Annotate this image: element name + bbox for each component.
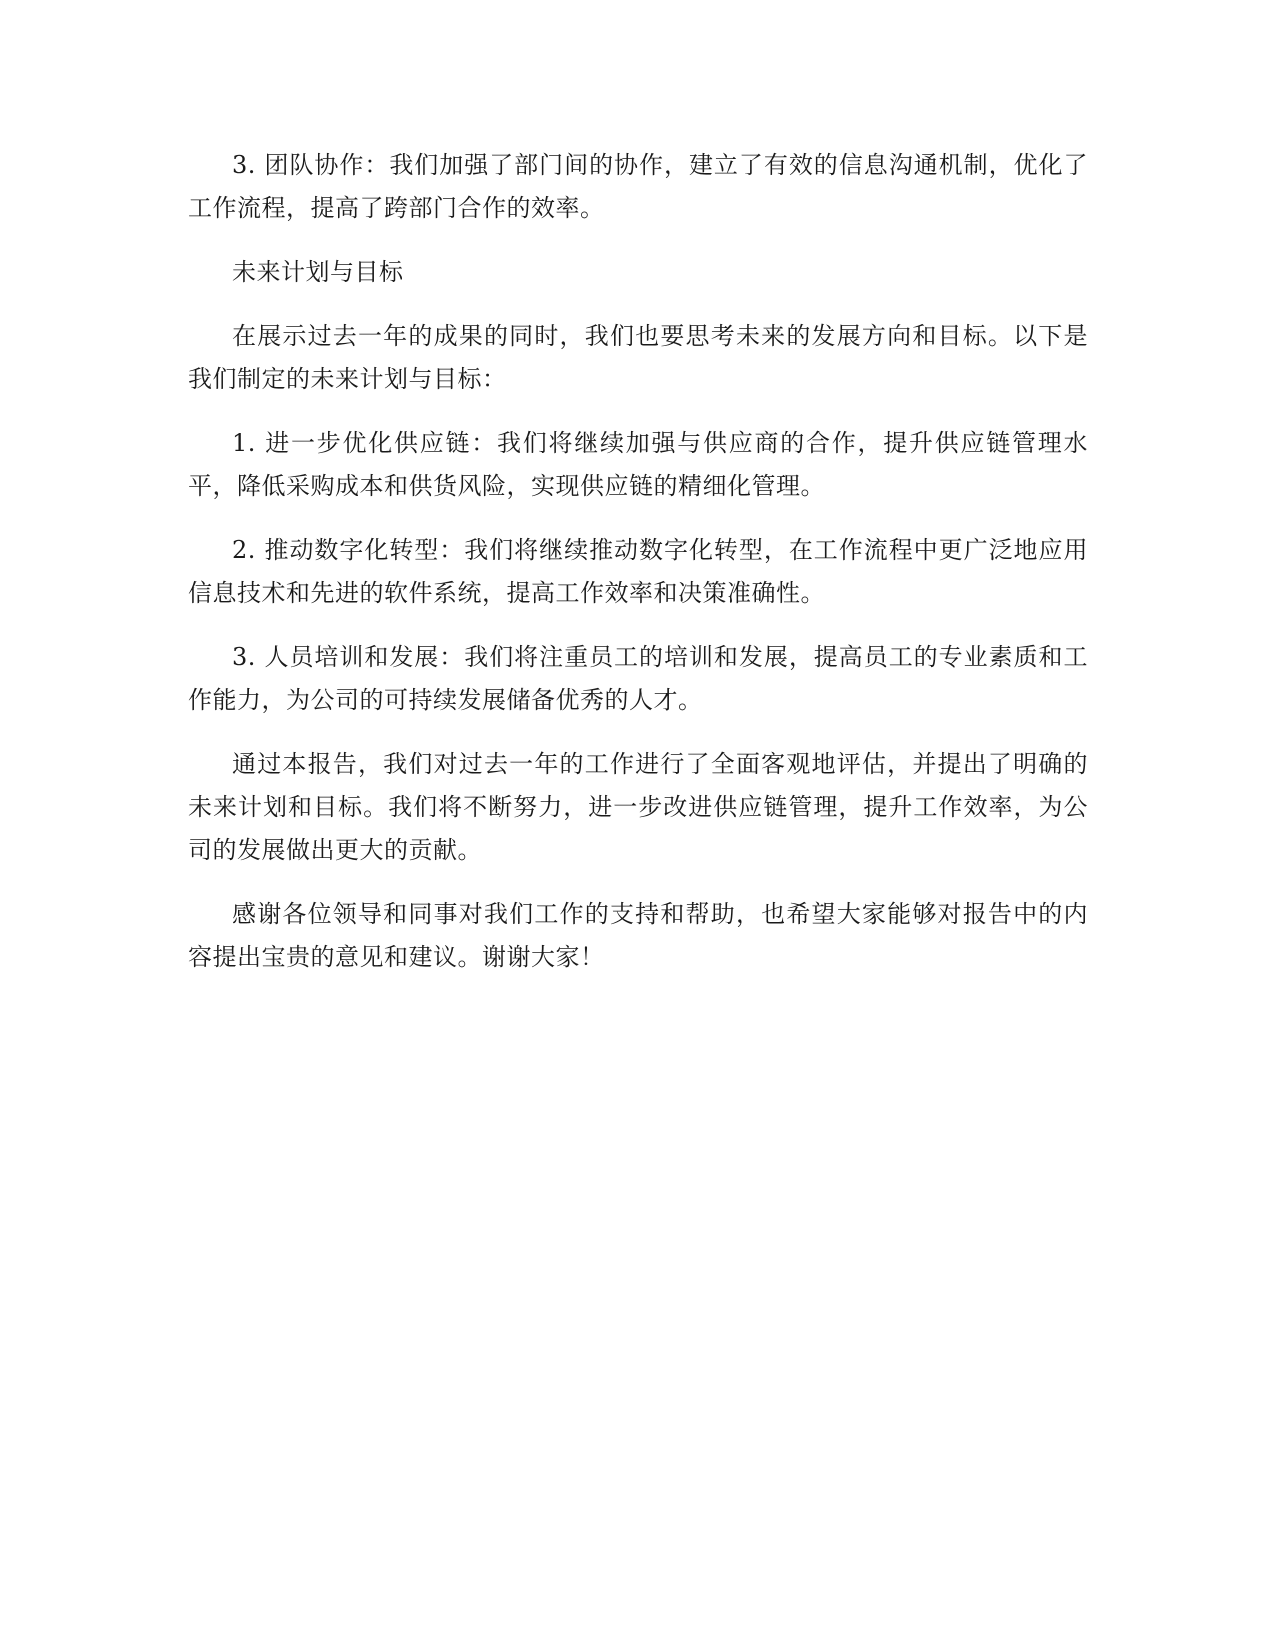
document-body <box>188 144 1088 1000</box>
paragraph-thanks: 感谢各位领导和同事对我们工作的支持和帮助，也希望大家能够对报告中的内容提出宝贵的意见和建议。谢谢大家！ <box>188 900 1088 971</box>
paragraph-conclusion: 通过本报告，我们对过去一年的工作进行了全面客观地评估，并提出了明确的未来计划和目标。我们将不断努力，进一步改进供应链管理，提升工作效率，为公司的发展做出更大的贡献。 <box>188 750 1088 864</box>
paragraph-supply-chain: 1. 进一步优化供应链：我们将继续加强与供应商的合作，提升供应链管理水平，降低采购成本和供货风险，实现供应链的精细化管理。 <box>188 429 1088 500</box>
paragraph-future-intro: 在展示过去一年的成果的同时，我们也要思考未来的发展方向和目标。以下是我们制定的未来计划与目标： <box>188 322 1088 393</box>
paragraph-team-collaboration: 3. 团队协作：我们加强了部门间的协作，建立了有效的信息沟通机制，优化了工作流程，提高了跨部门合作的效率。 <box>188 151 1088 222</box>
section-heading-future-plans: 未来计划与目标 <box>232 258 404 286</box>
paragraph-staff-training: 3. 人员培训和发展：我们将注重员工的培训和发展，提高员工的专业素质和工作能力，为公司的可持续发展储备优秀的人才。 <box>188 643 1088 714</box>
paragraph-digital-transformation: 2. 推动数字化转型：我们将继续推动数字化转型，在工作流程中更广泛地应用信息技术和先进的软件系统，提高工作效率和决策准确性。 <box>188 536 1088 607</box>
